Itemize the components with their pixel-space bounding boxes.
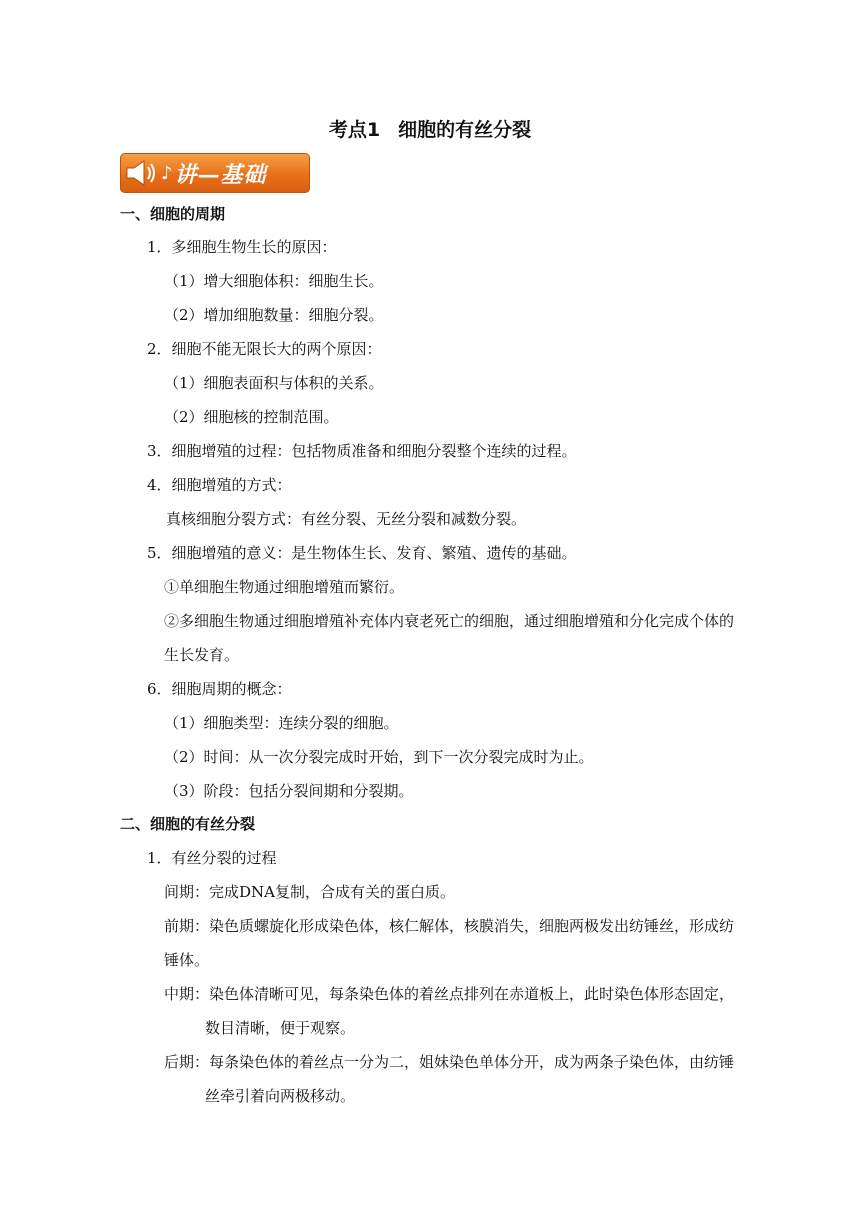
text-line: 前期：染色质螺旋化形成染色体，核仁解体，核膜消失，细胞两极发出纺锤丝，形成纺	[164, 917, 735, 935]
text-line: 中期：染色体清晰可见，每条染色体的着丝点排列在赤道板上，此时染色体形态固定，	[164, 985, 735, 1003]
text-line: （2）时间：从一次分裂完成时开始，到下一次分裂完成时为止。	[164, 748, 594, 766]
text-line: 2．细胞不能无限长大的两个原因：	[147, 340, 382, 358]
text-line: 间期：完成DNA复制，合成有关的蛋白质。	[164, 883, 455, 901]
text-line: 4．细胞增殖的方式：	[147, 476, 292, 494]
title-text: 细胞的有丝分裂	[398, 119, 532, 141]
text-line: 1．有丝分裂的过程	[147, 849, 277, 867]
text-line: （3）阶段：包括分裂间期和分裂期。	[164, 782, 414, 800]
text-line: ②多细胞生物通过细胞增殖补充体内衰老死亡的细胞，通过细胞增殖和分化完成个体的	[164, 612, 735, 630]
text-line: 5．细胞增殖的意义：是生物体生长、发育、繁殖、遗传的基础。	[147, 544, 577, 562]
text-line: 丝牵引着向两极移动。	[205, 1087, 356, 1105]
text-line: 3．细胞增殖的过程：包括物质准备和细胞分裂整个连续的过程。	[147, 442, 577, 460]
text-line: 生长发育。	[164, 646, 240, 664]
section-heading: 一、细胞的周期	[120, 205, 226, 223]
text-line: ①单细胞生物通过细胞增殖而繁衍。	[164, 578, 405, 596]
text-line: 后期：每条染色体的着丝点一分为二，姐妹染色单体分开，成为两条子染色体，由纺锤	[164, 1053, 735, 1071]
text-line: 真核细胞分裂方式：有丝分裂、无丝分裂和减数分裂。	[166, 510, 527, 528]
text-line: 锤体。	[164, 951, 210, 969]
text-line: 数目清晰，便于观察。	[205, 1019, 356, 1037]
text-line: （2）增加细胞数量：细胞分裂。	[164, 306, 384, 324]
section-heading: 二、细胞的有丝分裂	[120, 815, 256, 833]
title-number: 考点1	[328, 119, 381, 141]
speaker-icon	[124, 158, 160, 188]
music-note-icon: ♪	[161, 162, 173, 184]
text-line: （1）细胞类型：连续分裂的细胞。	[164, 714, 399, 732]
text-line: （1）细胞表面积与体积的关系。	[164, 374, 384, 392]
text-line: （1）增大细胞体积：细胞生长。	[164, 272, 384, 290]
banner-text: 讲—基础	[174, 161, 267, 188]
page-title	[0, 115, 860, 142]
section-banner	[120, 153, 310, 193]
text-line: 6．细胞周期的概念：	[147, 680, 292, 698]
text-line: （2）细胞核的控制范围。	[164, 408, 339, 426]
text-line: 1．多细胞生物生长的原因：	[147, 238, 337, 256]
